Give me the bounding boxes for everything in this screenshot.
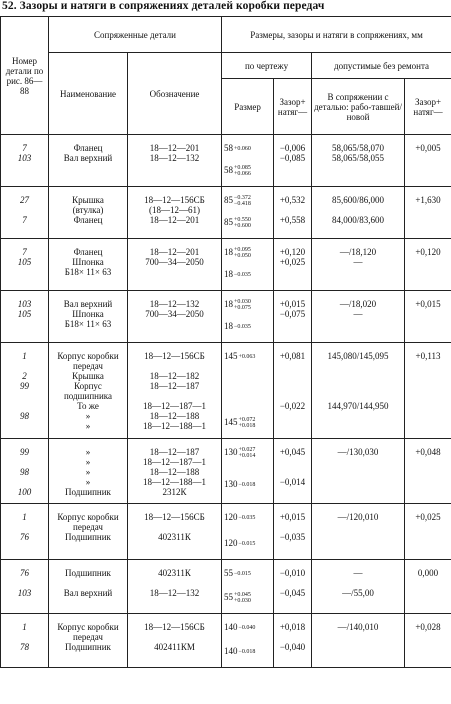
part-number: 1 2 99 98 <box>1 343 49 439</box>
table-row <box>1 439 451 504</box>
size-nominal: 130 <box>224 447 238 458</box>
gap-drawing: +0,015 −0,075 <box>274 291 312 343</box>
size-cell <box>222 439 274 504</box>
table-row <box>1 614 451 668</box>
size-nominal: 120 <box>224 538 238 548</box>
part-number: 1 78 <box>1 614 49 668</box>
header-size: Размер <box>222 79 274 135</box>
size-tolerance: +0.027 +0.014 <box>238 447 256 459</box>
table-title: 52. Зазоры и натяги в сопряжениях деталей коробки передач <box>2 0 325 12</box>
header-dims: Размеры, зазоры и натяги в сопряжениях, мм <box>222 17 451 53</box>
part-number: 7 103 <box>1 135 49 187</box>
mating-values: 58,065/58,070 58,065/58,055 <box>312 135 405 187</box>
part-name: Корпус коробки передач Подшипник <box>49 614 128 668</box>
part-name: » » » » Подшипник <box>49 439 128 504</box>
size-tolerance: −0.035 <box>234 323 251 330</box>
table-row <box>1 239 451 291</box>
size-nominal: 18 <box>224 321 234 331</box>
part-name: Фланец Шпонка Б18× 11× 63 <box>49 239 128 291</box>
mating-values: —/120,010 <box>312 504 405 560</box>
size-cell <box>222 239 274 291</box>
gap-allowed: +0,028 <box>405 614 451 668</box>
table-row <box>1 504 451 560</box>
size-cell <box>222 135 274 187</box>
table-row <box>1 187 451 239</box>
size-nominal: 85 <box>224 195 234 206</box>
gap-allowed: 0,000 <box>405 560 451 614</box>
size-tolerance: −0.018 <box>238 481 256 488</box>
size-cell <box>222 614 274 668</box>
part-number: 76 103 <box>1 560 49 614</box>
size-cell <box>222 504 274 560</box>
table-row <box>1 135 451 187</box>
part-number: 103 105 <box>1 291 49 343</box>
part-code: 18—12—132 700—34—2050 <box>128 291 222 343</box>
size-tolerance: +0.085 +0.066 <box>234 165 251 177</box>
part-number: 7 105 <box>1 239 49 291</box>
gap-drawing: +0,120 +0,025 <box>274 239 312 291</box>
part-code: 18—12—156СБ 18—12—182 18—12—187 18—12—187—1 18—12—188 18—12—188—1 <box>128 343 222 439</box>
part-code: 18—12—156СБ 402311К <box>128 504 222 560</box>
part-name: Фланец Вал верхний <box>49 135 128 187</box>
gap-allowed: +0,005 <box>405 135 451 187</box>
gap-drawing: +0,045 −0,014 <box>274 439 312 504</box>
part-code: 402311К 18—12—132 <box>128 560 222 614</box>
size-nominal: 120 <box>224 512 238 522</box>
gap-drawing: −0,006 −0,085 <box>274 135 312 187</box>
part-code: 18—12—201 700—34—2050 <box>128 239 222 291</box>
size-tolerance: +0.030 +0.075 <box>234 299 251 311</box>
part-code: 18—12—156СБ 402411КМ <box>128 614 222 668</box>
mating-values: — —/55,00 <box>312 560 405 614</box>
part-code: 18—12—156СБ (18—12—61) 18—12—201 <box>128 187 222 239</box>
table-row <box>1 560 451 614</box>
size-tolerance: +0.063 <box>238 353 256 360</box>
size-nominal: 140 <box>224 646 238 656</box>
size-tolerance: +0.060 <box>234 145 251 152</box>
header-name: Наименование <box>49 53 128 135</box>
mating-values: 145,080/145,095 144,970/144,950 <box>312 343 405 439</box>
size-nominal: 18 <box>224 299 234 310</box>
part-name: Крышка (втулка) Фланец <box>49 187 128 239</box>
size-cell <box>222 560 274 614</box>
size-tolerance: +0.550 +0.600 <box>234 217 251 229</box>
size-nominal: 18 <box>224 247 234 258</box>
size-tolerance: −0.035 <box>234 271 251 278</box>
size-nominal: 85 <box>224 217 234 228</box>
gap-drawing: +0,018 −0,040 <box>274 614 312 668</box>
size-nominal: 58 <box>224 143 234 153</box>
gap-drawing: −0,010 −0,045 <box>274 560 312 614</box>
clearance-table <box>0 16 451 668</box>
part-name: Подшипник Вал верхний <box>49 560 128 614</box>
table-row <box>1 343 451 439</box>
mating-values: —/18,120 — <box>312 239 405 291</box>
size-cell <box>222 343 274 439</box>
table-row <box>1 291 451 343</box>
gap-drawing: +0,015 −0,035 <box>274 504 312 560</box>
header-gap2: Зазор+ натяг— <box>405 79 451 135</box>
part-name: Корпус коробки передач Подшипник <box>49 504 128 560</box>
size-tolerance: −0.018 <box>238 648 256 655</box>
part-number: 27 7 <box>1 187 49 239</box>
size-tolerance: +0.095 +0.050 <box>234 247 251 259</box>
mating-values: —/130,030 <box>312 439 405 504</box>
size-nominal: 140 <box>224 622 238 632</box>
header-gap: Зазор+ натяг— <box>274 79 312 135</box>
part-code: 18—12—201 18—12—132 <box>128 135 222 187</box>
size-nominal: 145 <box>224 417 238 428</box>
size-nominal: 55 <box>224 592 234 603</box>
header-number: Номер детали по рис. 86—88 <box>1 17 49 135</box>
part-number: 1 76 <box>1 504 49 560</box>
size-tolerance: −0.035 <box>238 514 256 521</box>
size-tolerance: −0.040 <box>238 624 256 631</box>
part-name: Вал верхний Шпонка Б18× 11× 63 <box>49 291 128 343</box>
gap-drawing: +0,532 +0,558 <box>274 187 312 239</box>
size-cell <box>222 291 274 343</box>
gap-allowed: +0,048 <box>405 439 451 504</box>
size-nominal: 18 <box>224 269 234 279</box>
header-mating: В сопряжении с деталью: рабо-тавшей/новой <box>312 79 405 135</box>
mating-values: 85,600/86,000 84,000/83,600 <box>312 187 405 239</box>
gap-allowed: +1,630 <box>405 187 451 239</box>
size-nominal: 55 <box>224 568 234 578</box>
mating-values: —/18,020 — <box>312 291 405 343</box>
gap-drawing: +0,081 −0,022 <box>274 343 312 439</box>
header-allowed: допустимые без ремонта <box>312 53 451 79</box>
part-code: 18—12—187 18—12—187—1 18—12—188 18—12—188—1 2312К <box>128 439 222 504</box>
size-nominal: 58 <box>224 165 234 176</box>
size-tolerance: −0.372 −0.418 <box>234 195 251 207</box>
size-nominal: 145 <box>224 351 238 361</box>
header-parts: Сопряженные детали <box>49 17 222 53</box>
gap-allowed: +0,113 <box>405 343 451 439</box>
table-body <box>1 135 451 668</box>
size-tolerance: −0.015 <box>238 540 256 547</box>
mating-values: —/140,010 <box>312 614 405 668</box>
part-name: Корпус коробки передач Крышка Корпус подшипника То же » » <box>49 343 128 439</box>
size-tolerance: +0.045 +0.030 <box>234 592 251 604</box>
size-cell <box>222 187 274 239</box>
gap-allowed: +0,015 <box>405 291 451 343</box>
header-code: Обозначение <box>128 53 222 135</box>
size-tolerance: −0.015 <box>234 570 251 577</box>
size-tolerance: +0.072 +0.018 <box>238 417 256 429</box>
size-nominal: 130 <box>224 479 238 489</box>
gap-allowed: +0,120 <box>405 239 451 291</box>
gap-allowed: +0,025 <box>405 504 451 560</box>
part-number: 99 98 100 <box>1 439 49 504</box>
header-drawing: по чертежу <box>222 53 312 79</box>
